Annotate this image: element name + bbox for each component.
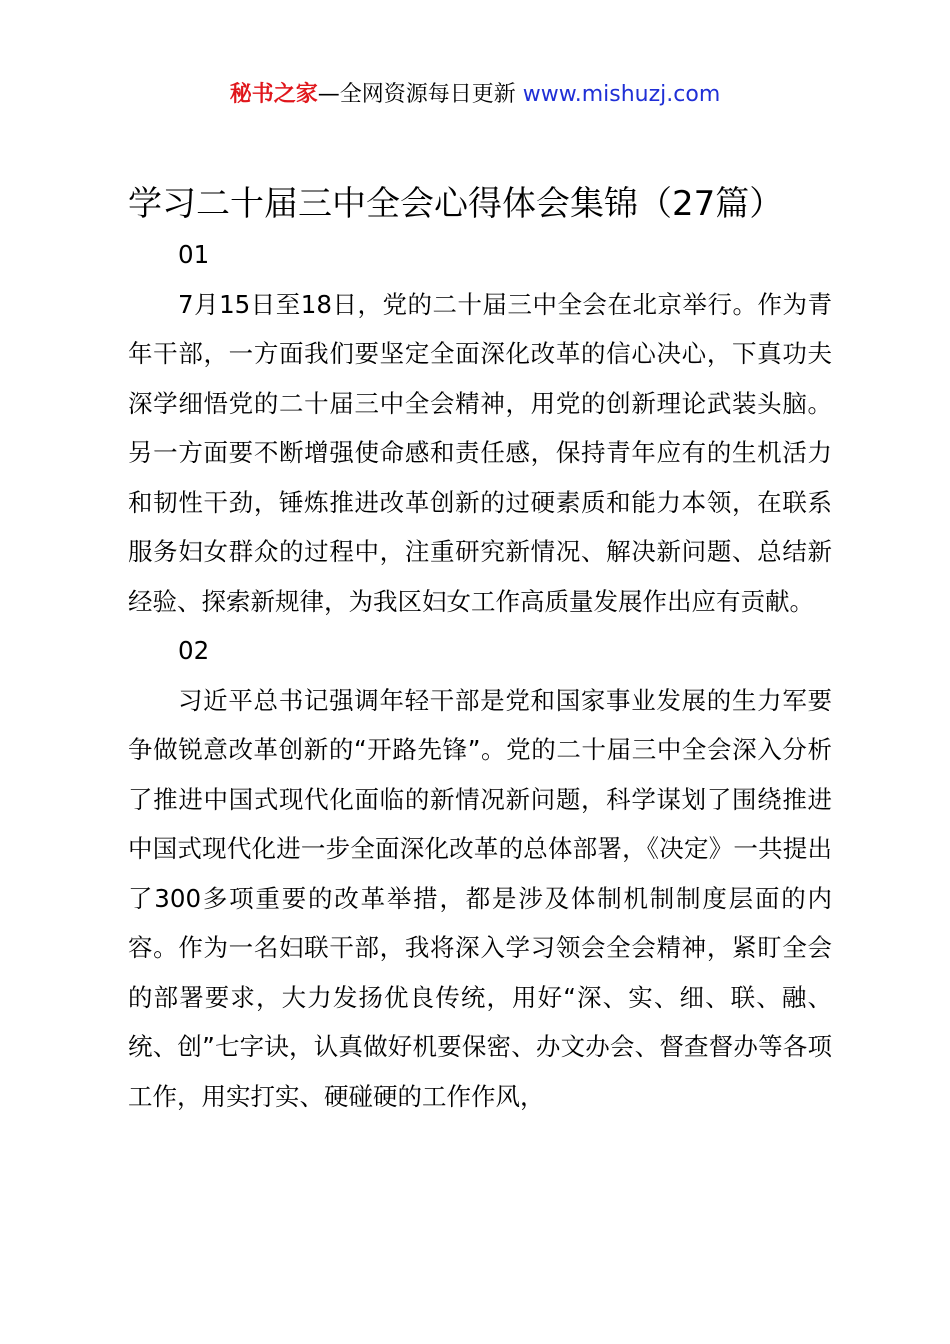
document-title: 学习二十届三中全会心得体会集锦（27篇） (128, 184, 784, 224)
site-tagline: —全网资源每日更新 (317, 82, 516, 107)
section-paragraph: 习近平总书记强调年轻干部是党和国家事业发展的生力军要争做锐意改革创新的“开路先锋”。党的二十届三中全会深入分析了推进中国式现代化面临的新情况新问题，科学谋划了围绕推进中国式现代化进一步全面深化改革的总体部署，《决定》一共提出了300多项重要的改革举措，都是涉及体制机制制度层面的内容。作为一名妇联干部，我将深入学习领会全会精神，紧盯全会的部署要求，大力发扬优良传统，用好“深、实、细、联、融、统、创”七字诀，认真做好机要保密、办文办会、督查督办等各项工作，用实打实、硬碰硬的工作作风， (128, 685, 832, 1111)
site-brand: 秘书之家 (229, 82, 318, 107)
site-url-link[interactable]: www.mishuzj.com (522, 82, 721, 107)
section-paragraph: 7月15日至18日，党的二十届三中全会在北京举行。作为青年干部，一方面我们要坚定全面深化改革的信心决心，下真功夫深学细悟党的二十届三中全会精神，用党的创新理论武装头脑。另一方面要不断增强使命感和责任感，保持青年应有的生机活力和韧性干劲，锤炼推进改革创新的过硬素质和能力本领，在联系服务妇女群众的过程中，注重研究新情况、解决新问题、总结新经验、探索新规律，为我区妇女工作高质量发展作出应有贡献。 (128, 289, 832, 616)
section-number: 01 (178, 240, 210, 269)
section-number: 02 (178, 636, 210, 665)
document-body (128, 230, 832, 1121)
site-header (0, 80, 950, 110)
